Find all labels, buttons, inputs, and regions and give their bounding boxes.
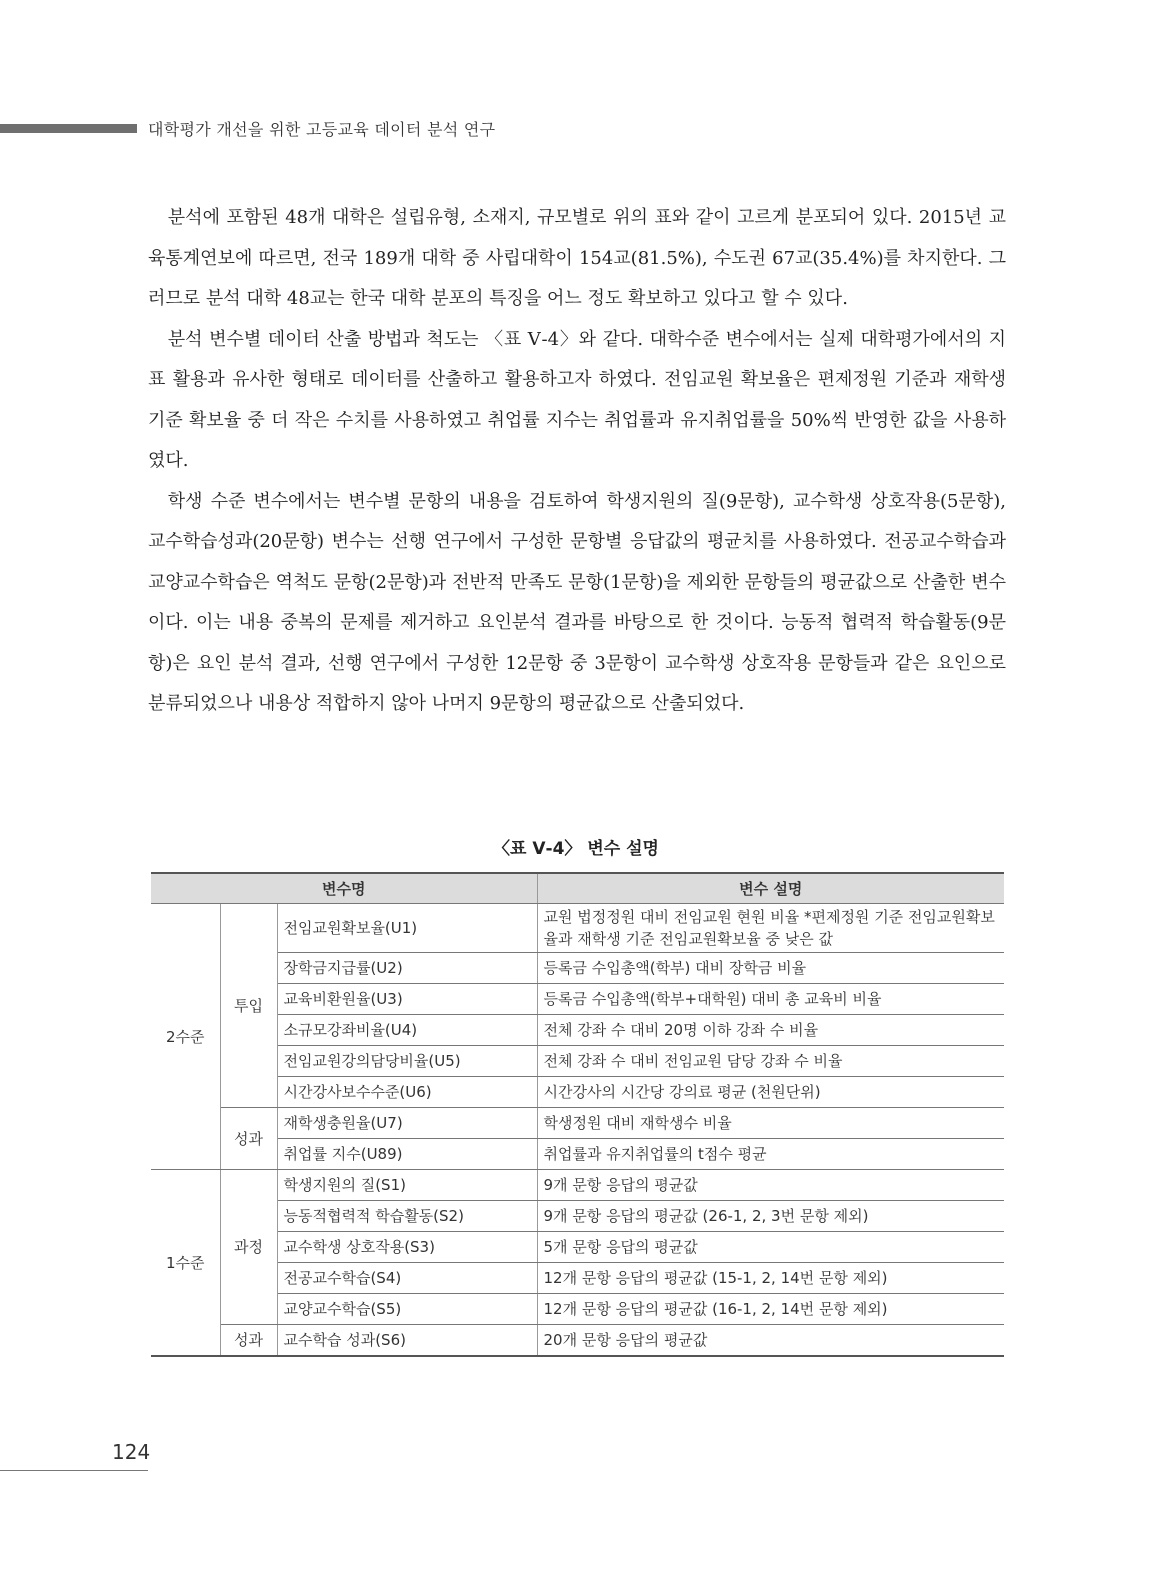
variable-desc: 20개 문항 응답의 평균값 <box>537 1325 1004 1357</box>
table-row <box>151 1139 1004 1170</box>
table-row <box>151 1294 1004 1325</box>
variable-name: 교수학습 성과(S6) <box>277 1325 537 1357</box>
table-row <box>151 1263 1004 1294</box>
table-row <box>151 1046 1004 1077</box>
variable-desc: 12개 문항 응답의 평균값 (16-1, 2, 14번 문항 제외) <box>537 1294 1004 1325</box>
table-row <box>151 1108 1004 1139</box>
paragraph: 학생 수준 변수에서는 변수별 문항의 내용을 검토하여 학생지원의 질(9문항), 교수학생 상호작용(5문항), 교수학습성과(20문항) 변수는 선행 연구에서 구성한 문항별 응답값의 평균치를 사용하였다. 전공교수학습과 교양교수학습은 역척도 문항(2문항)과 전반적 만족도 문항(1문항)을 제외한 문항들의 평균값으로 산출한 변수이다. 이는 내용 중복의 문제를 제거하고 요인분석 결과를 바탕으로 한 것이다. 능동적 협력적 학습활동(9문항)은 요인 분석 결과, 선행 연구에서 구성한 12문항 중 3문항이 교수학생 상호작용 문항들과 같은 요인으로 분류되었으나 내용상 적합하지 않아 나머지 9문항의 평균값으로 산출되었다. <box>148 490 1006 714</box>
body-text <box>148 198 1006 725</box>
table-row <box>151 904 1004 953</box>
header-bar <box>0 124 137 133</box>
variable-desc: 취업률과 유지취업률의 t점수 평균 <box>537 1139 1004 1170</box>
footer-rule <box>0 1470 148 1471</box>
table-row <box>151 1325 1004 1357</box>
variable-name: 전임교원확보율(U1) <box>277 904 537 953</box>
level-cell: 2수준 <box>151 904 220 1170</box>
running-header: 대학평가 개선을 위한 고등교육 데이터 분석 연구 <box>148 120 496 139</box>
variable-name: 능동적협력적 학습활동(S2) <box>277 1201 537 1232</box>
variable-name: 장학금지급률(U2) <box>277 953 537 984</box>
group-cell: 성과 <box>220 1325 277 1357</box>
variable-desc: 5개 문항 응답의 평균값 <box>537 1232 1004 1263</box>
table-row <box>151 1201 1004 1232</box>
variable-desc: 12개 문항 응답의 평균값 (15-1, 2, 14번 문항 제외) <box>537 1263 1004 1294</box>
variable-desc: 9개 문항 응답의 평균값 (26-1, 2, 3번 문항 제외) <box>537 1201 1004 1232</box>
variable-desc: 전체 강좌 수 대비 20명 이하 강좌 수 비율 <box>537 1015 1004 1046</box>
header-variable-name: 변수명 <box>151 873 537 904</box>
variable-desc: 교원 법정정원 대비 전임교원 현원 비율 *편제정원 기준 전임교원확보율과 재학생 기준 전임교원확보율 중 낮은 값 <box>537 904 1004 953</box>
table-row <box>151 1015 1004 1046</box>
variable-name: 취업률 지수(U89) <box>277 1139 537 1170</box>
variable-desc: 시간강사의 시간당 강의료 평균 (천원단위) <box>537 1077 1004 1108</box>
variable-desc: 학생정원 대비 재학생수 비율 <box>537 1108 1004 1139</box>
table-row <box>151 1077 1004 1108</box>
variable-name: 교수학생 상호작용(S3) <box>277 1232 537 1263</box>
group-cell: 과정 <box>220 1170 277 1325</box>
variable-name: 교육비환원율(U3) <box>277 984 537 1015</box>
variable-name: 소규모강좌비율(U4) <box>277 1015 537 1046</box>
variable-table <box>151 872 1004 1357</box>
table-row <box>151 1232 1004 1263</box>
group-cell: 투입 <box>220 904 277 1108</box>
variable-desc: 등록금 수입총액(학부) 대비 장학금 비율 <box>537 953 1004 984</box>
variable-desc: 9개 문항 응답의 평균값 <box>537 1170 1004 1201</box>
level-cell: 1수준 <box>151 1170 220 1357</box>
variable-name: 교양교수학습(S5) <box>277 1294 537 1325</box>
page-number: 124 <box>112 1440 151 1464</box>
paragraph: 분석에 포함된 48개 대학은 설립유형, 소재지, 규모별로 위의 표와 같이 고르게 분포되어 있다. 2015년 교육통계연보에 따르면, 전국 189개 대학 중 사립대학이 154교(81.5%), 수도권 67교(35.4%)를 차지한다. 그러므로 분석 대학 48교는 한국 대학 분포의 특징을 어느 정도 확보하고 있다고 할 수 있다. <box>148 207 1006 309</box>
table-header-row <box>151 873 1004 904</box>
group-cell: 성과 <box>220 1108 277 1170</box>
table-row <box>151 953 1004 984</box>
variable-name: 재학생충원율(U7) <box>277 1108 537 1139</box>
variable-name: 시간강사보수수준(U6) <box>277 1077 537 1108</box>
table-caption: 〈표 Ⅴ-4〉 변수 설명 <box>493 839 659 859</box>
table-row <box>151 1170 1004 1201</box>
variable-desc: 전체 강좌 수 대비 전임교원 담당 강좌 수 비율 <box>537 1046 1004 1077</box>
variable-name: 전임교원강의담당비율(U5) <box>277 1046 537 1077</box>
variable-name: 학생지원의 질(S1) <box>277 1170 537 1201</box>
variable-name: 전공교수학습(S4) <box>277 1263 537 1294</box>
header-variable-desc: 변수 설명 <box>537 873 1004 904</box>
variable-desc: 등록금 수입총액(학부+대학원) 대비 총 교육비 비율 <box>537 984 1004 1015</box>
table-row <box>151 984 1004 1015</box>
paragraph: 분석 변수별 데이터 산출 방법과 척도는 〈표 Ⅴ-4〉와 같다. 대학수준 변수에서는 실제 대학평가에서의 지표 활용과 유사한 형태로 데이터를 산출하고 활용하고자 하였다. 전임교원 확보율은 편제정원 기준과 재학생 기준 확보율 중 더 작은 수치를 사용하였고 취업률 지수는 취업률과 유지취업률을 50%씩 반영한 값을 사용하였다. <box>148 328 1006 471</box>
